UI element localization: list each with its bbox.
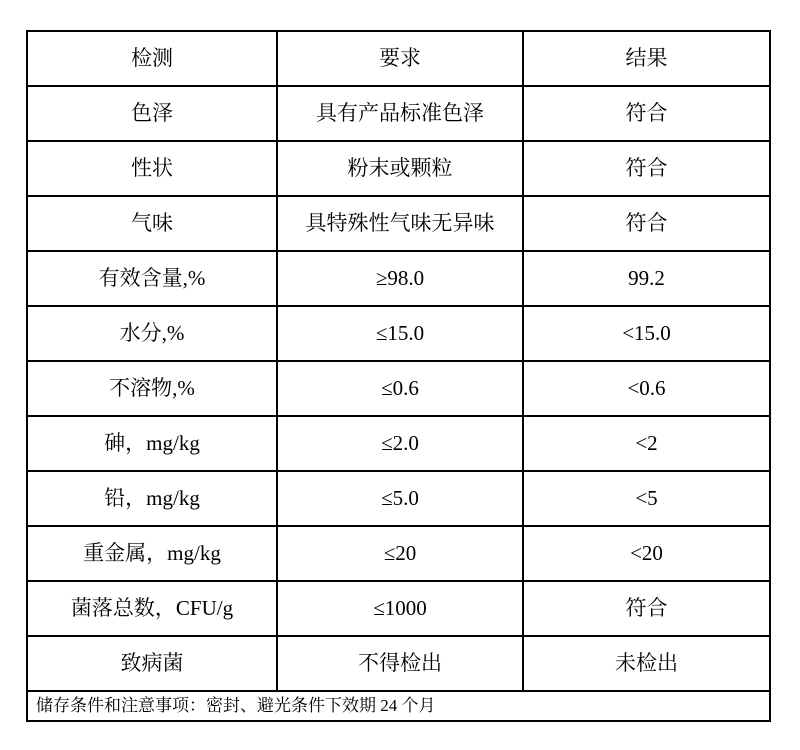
result-cell: 符合 (523, 581, 770, 636)
table-row (27, 471, 770, 526)
test-name-cell: 铅，mg/kg (27, 471, 277, 526)
table-row (27, 251, 770, 306)
test-name-cell: 致病菌 (27, 636, 277, 691)
requirement-cell: ≤1000 (277, 581, 523, 636)
result-cell: <5 (523, 471, 770, 526)
result-cell: 符合 (523, 196, 770, 251)
test-name-cell: 不溶物,% (27, 361, 277, 416)
requirement-cell: 具有产品标准色泽 (277, 86, 523, 141)
requirement-cell: ≥98.0 (277, 251, 523, 306)
spec-table (26, 30, 771, 722)
result-cell: 符合 (523, 86, 770, 141)
header-cell-requirement: 要求 (277, 31, 523, 86)
test-name-cell: 色泽 (27, 86, 277, 141)
requirement-cell: ≤0.6 (277, 361, 523, 416)
table-row (27, 526, 770, 581)
result-cell: <2 (523, 416, 770, 471)
test-name-cell: 砷，mg/kg (27, 416, 277, 471)
table-row (27, 361, 770, 416)
footer-row (27, 691, 770, 721)
table-row (27, 141, 770, 196)
table-row (27, 196, 770, 251)
test-name-cell: 水分,% (27, 306, 277, 361)
requirement-cell: ≤5.0 (277, 471, 523, 526)
test-name-cell: 气味 (27, 196, 277, 251)
header-cell-test: 检测 (27, 31, 277, 86)
table-row (27, 86, 770, 141)
requirement-cell: ≤15.0 (277, 306, 523, 361)
header-row (27, 31, 770, 86)
footer-note: 储存条件和注意事项：密封、避光条件下效期 24 个月 (27, 691, 770, 721)
requirement-cell: ≤20 (277, 526, 523, 581)
test-name-cell: 有效含量,% (27, 251, 277, 306)
requirement-cell: 不得检出 (277, 636, 523, 691)
result-cell: 99.2 (523, 251, 770, 306)
table-row (27, 416, 770, 471)
requirement-cell: 具特殊性气味无异味 (277, 196, 523, 251)
table-row (27, 581, 770, 636)
result-cell: <20 (523, 526, 770, 581)
result-cell: <0.6 (523, 361, 770, 416)
test-name-cell: 菌落总数，CFU/g (27, 581, 277, 636)
test-name-cell: 重金属，mg/kg (27, 526, 277, 581)
requirement-cell: 粉末或颗粒 (277, 141, 523, 196)
header-cell-result: 结果 (523, 31, 770, 86)
test-name-cell: 性状 (27, 141, 277, 196)
result-cell: 符合 (523, 141, 770, 196)
result-cell: 未检出 (523, 636, 770, 691)
requirement-cell: ≤2.0 (277, 416, 523, 471)
table-row (27, 306, 770, 361)
result-cell: <15.0 (523, 306, 770, 361)
table-row (27, 636, 770, 691)
